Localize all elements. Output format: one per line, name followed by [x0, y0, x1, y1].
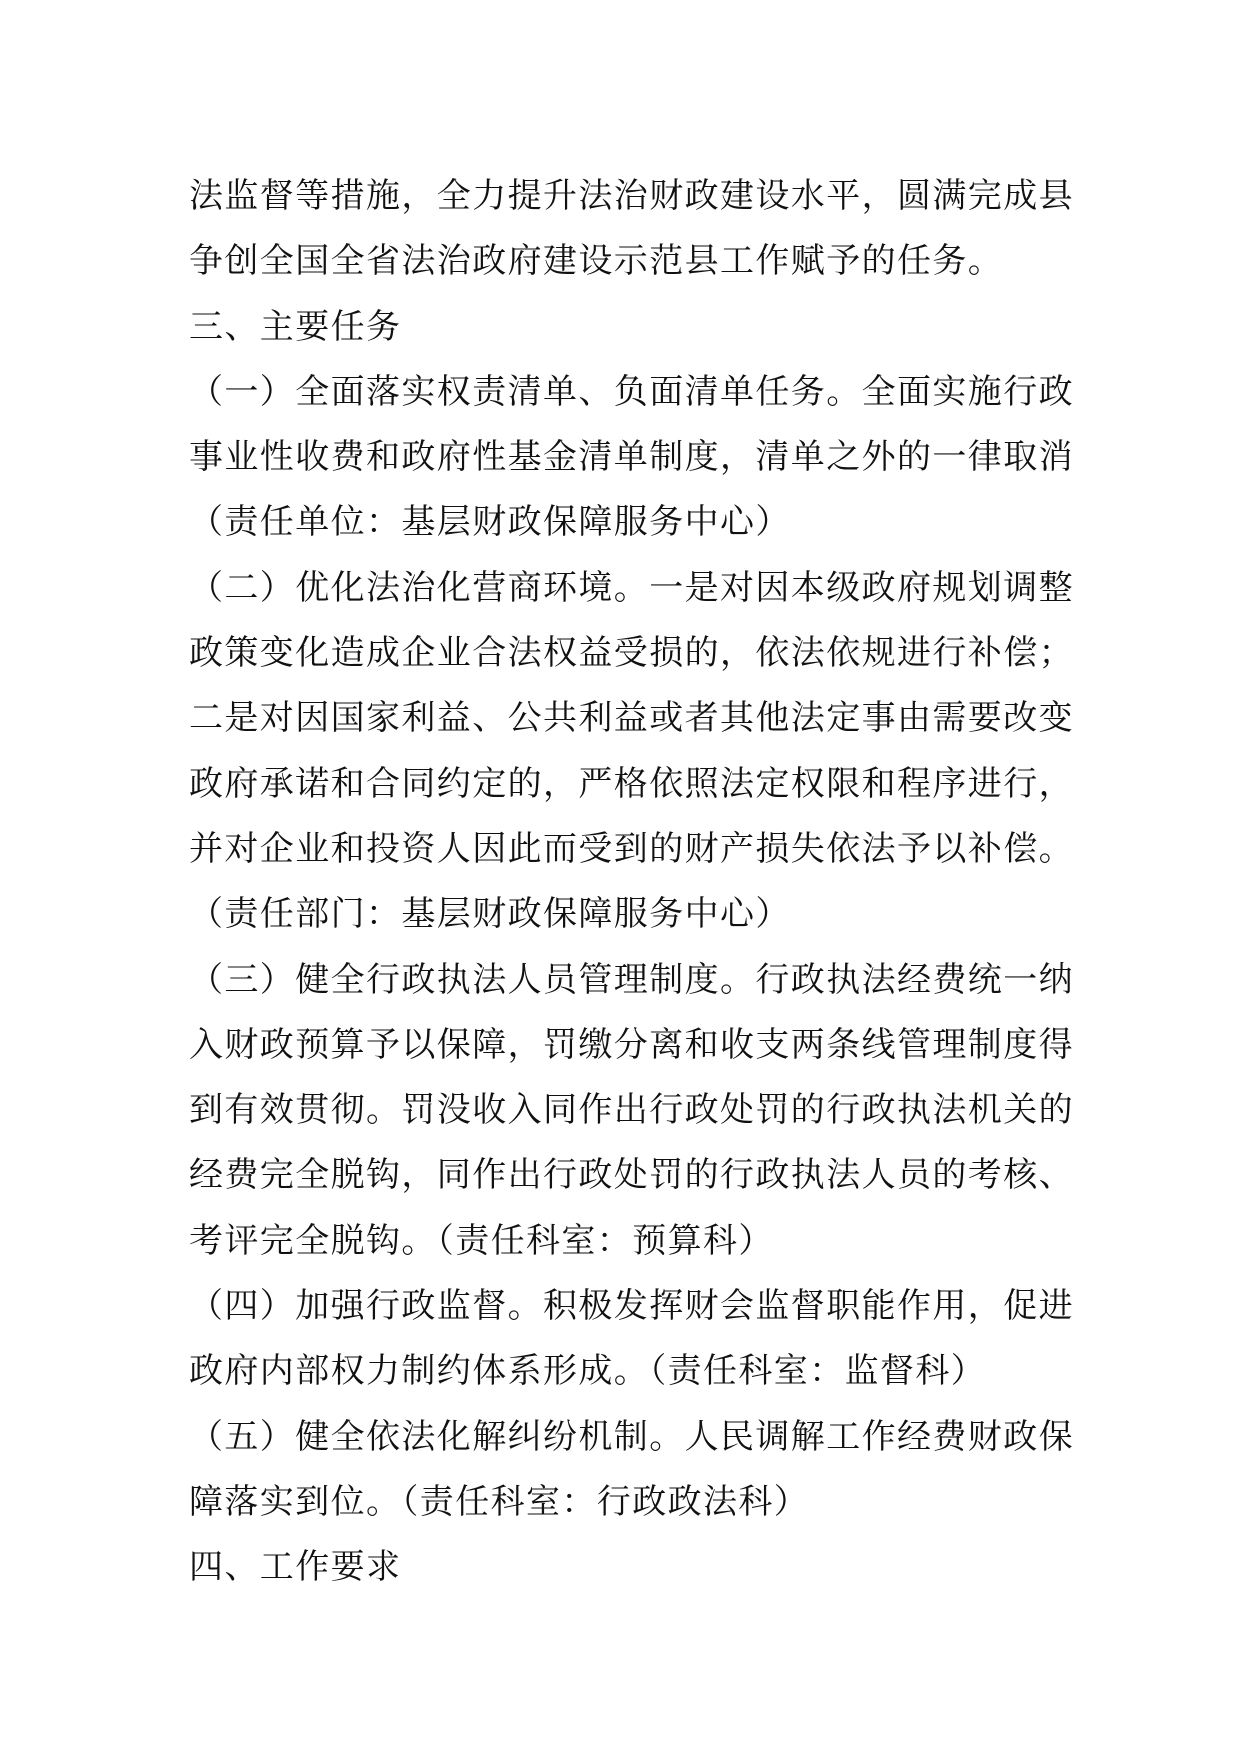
task-item-4-responsible: 政府内部权力制约体系形成。（责任科室：监督科）	[189, 1351, 987, 1392]
task-item-3-line: 入财政预算予以保障，罚缴分离和收支两条线管理制度得	[189, 1024, 1074, 1065]
task-item-1-line: （一）全面落实权责清单、负面清单任务。全面实施行政	[189, 371, 1074, 412]
document-page	[189, 164, 1079, 1601]
task-item-3-line: （三）健全行政执法人员管理制度。行政执法经费统一纳	[189, 959, 1074, 1000]
body-text-line: 法监督等措施，全力提升法治财政建设水平，圆满完成县	[189, 176, 1074, 216]
task-item-3-line: 经费完全脱钩，同作出行政处罚的行政执法人员的考核、	[189, 1155, 1074, 1196]
task-item-3-line: 到有效贯彻。罚没收入同作出行政处罚的行政执法机关的	[189, 1090, 1074, 1131]
task-item-2-responsible: （责任部门：基层财政保障服务中心）	[189, 894, 791, 935]
task-item-1-responsible: （责任单位：基层财政保障服务中心）	[189, 502, 791, 543]
task-item-2-line: 政策变化造成企业合法权益受损的，依法依规进行补偿；	[189, 633, 1074, 674]
task-item-5-responsible: 障落实到位。（责任科室：行政政法科）	[189, 1481, 810, 1522]
task-item-2-line: 并对企业和投资人因此而受到的财产损失依法予以补偿。	[189, 828, 1074, 869]
task-item-3-responsible: 考评完全脱钩。（责任科室：预算科）	[189, 1220, 774, 1261]
task-item-2-line: （二）优化法治化营商环境。一是对因本级政府规划调整	[189, 567, 1074, 608]
body-text-line: 争创全国全省法治政府建设示范县工作赋予的任务。	[189, 241, 1004, 282]
task-item-1-line: 事业性收费和政府性基金清单制度，清单之外的一律取消	[189, 437, 1074, 478]
section-heading: 四、工作要求	[189, 1547, 402, 1588]
task-item-4-line: （四）加强行政监督。积极发挥财会监督职能作用，促进	[189, 1286, 1074, 1327]
task-item-2-line: 二是对因国家利益、公共利益或者其他法定事由需要改变	[189, 698, 1074, 739]
section-heading: 三、主要任务	[189, 306, 402, 347]
task-item-2-line: 政府承诺和合同约定的，严格依照法定权限和程序进行，	[189, 763, 1074, 804]
task-item-5-line: （五）健全依法化解纠纷机制。人民调解工作经费财政保	[189, 1416, 1074, 1457]
